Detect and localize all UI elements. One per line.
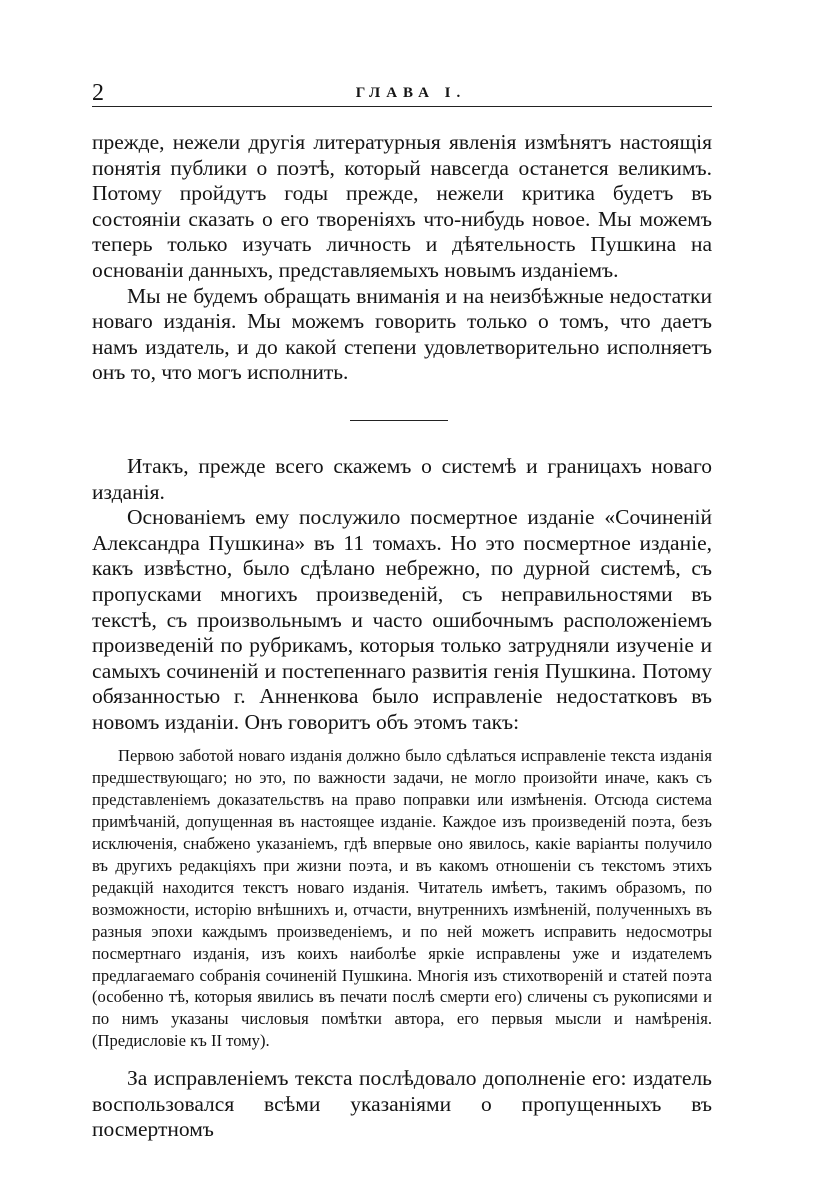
- section-divider: [350, 420, 448, 421]
- paragraph: За исправленіемъ текста послѣдовало дополненіе его: издатель воспользовался всѣми указаніями о пропущенныхъ въ посмертномъ: [92, 1066, 712, 1142]
- paragraph-continued: прежде, нежели другія литературныя явленія измѣнятъ настоящія понятія публики о поэтѣ, который навсегда останется великимъ. Потому пройдутъ годы прежде, нежели критика будетъ въ состояніи сказать о его твореніяхъ что-нибудь новое. Мы можемъ теперь только изучать личность и дѣятельность Пушкина на основаніи данныхъ, представляемыхъ новымъ изданіемъ.: [92, 130, 712, 282]
- chapter-title: ГЛАВА І.: [355, 85, 467, 101]
- running-header: [92, 80, 712, 106]
- section-break: [92, 386, 712, 454]
- paragraph: Мы не будемъ обращать вниманія и на неизбѣжные недостатки новаго изданія. Мы можемъ говорить только о томъ, что даетъ намъ издатель, и до какой степени удовлетворительно исполняетъ онъ то, что могъ исполнить.: [92, 283, 712, 385]
- paragraph: Основаніемъ ему послужило посмертное изданіе «Сочиненій Александра Пушкина» въ 11 томахъ. Но это посмертное изданіе, какъ извѣстно, было сдѣлано небрежно, по дурной системѣ, съ пропусками многихъ произведеній, съ неправильностями въ текстѣ, съ произвольнымъ и часто ошибочнымъ расположеніемъ произведеній по рубрикамъ, которыя только затрудняли изученіе и самыхъ сочиненій и постепеннаго развитія генія Пушкина. Потому обязанностью г. Анненкова было исправленіе недостатковъ въ новомъ изданіи. Онъ говоритъ объ этомъ такъ:: [92, 505, 712, 734]
- header-rule: [92, 106, 712, 107]
- page-number: 2: [92, 80, 104, 106]
- block-quote: Первою заботой новаго изданія должно было сдѣлаться исправленіе текста изданія предшествующаго; но это, по важности задачи, не могло произойти иначе, какъ съ представленіемъ доказательствъ на право поправки или измѣненія. Отсюда система примѣчаній, допущенная въ настоящее изданіе. Каждое изъ произведеній поэта, безъ исключенія, снабжено указаніемъ, гдѣ впервые оно явилось, какіе варіанты получило въ другихъ редакціяхъ при жизни поэта, и въ какомъ отношеніи съ текстомъ этихъ редакцій находится текстъ новаго изданія. Читатель имѣетъ, такимъ образомъ, по возможности, исторію внѣшнихъ и, отчасти, внутреннихъ измѣненій, полученныхъ въ разныя эпохи каждымъ произведеніемъ, и по ней можетъ исправить недосмотры посмертнаго изданія, изъ коихъ наиболѣе яркіе исправлены уже и издателемъ предлагаемаго собранія сочиненій Пушкина. Многія изъ стихотвореній и статей поэта (особенно тѣ, которыя явились въ печати послѣ смерти его) сличены съ рукописями и по нимъ указаны числовыя помѣтки автора, его первыя мысли и намѣренія. (Предисловіе къ II тому).: [92, 746, 712, 1051]
- paragraph: Итакъ, прежде всего скажемъ о системѣ и границахъ новаго изданія.: [92, 453, 712, 504]
- body-text: [92, 130, 712, 1143]
